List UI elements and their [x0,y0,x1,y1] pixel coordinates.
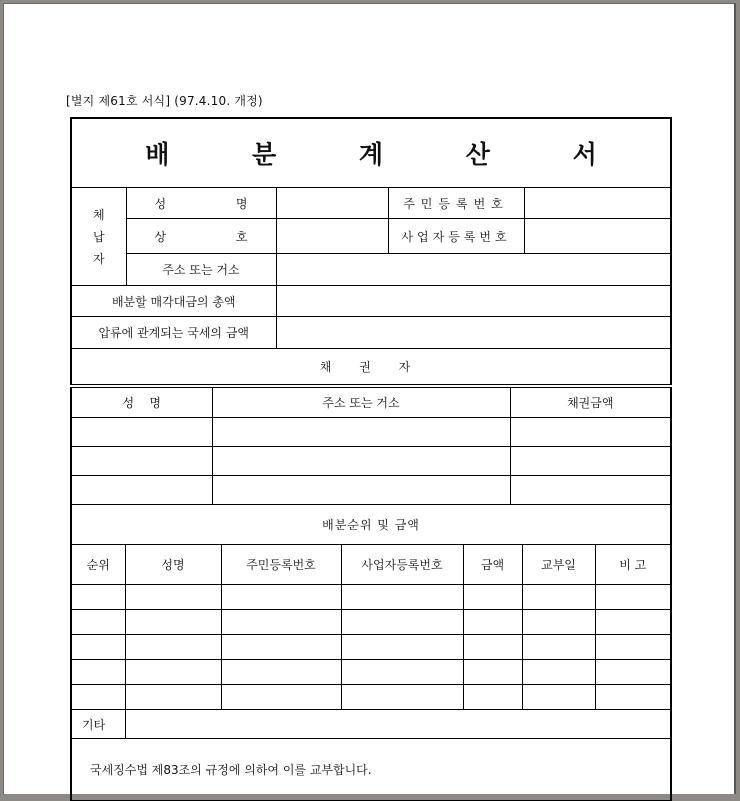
etc-label: 기타 [71,710,125,739]
document-title: 배 분 계 산 서 [71,118,671,188]
rrn-value [524,188,671,219]
trade-name-value [276,219,388,254]
document-page [3,3,734,794]
name-value [276,188,388,219]
address-value [276,254,671,286]
taxpayer-group-label: 체 납 자 [71,188,126,286]
total-sale-amount-label: 배분할 매각대금의 총액 [71,286,276,317]
creditor-table [70,387,672,505]
dist-col-issue-date: 교부일 [522,545,595,585]
dist-col-remarks: 비 고 [595,545,671,585]
brn-value [524,219,671,254]
dist-col-amount: 금액 [463,545,522,585]
trade-name-label: 상 호 [126,219,276,254]
table-row [71,476,671,505]
dist-col-rrn: 주민등록번호 [221,545,341,585]
name-label: 성 명 [126,188,276,219]
etc-value [125,710,671,739]
taxpayer-table [70,117,672,385]
seized-tax-label: 압류에 관계되는 국세의 금액 [71,317,276,349]
creditor-col-name: 성 명 [71,388,212,418]
dist-col-name: 성명 [125,545,221,585]
dist-col-brn: 사업자등록번호 [341,545,463,585]
form-caption: [별지 제61호 서식] (97.4.10. 개정) [66,94,263,108]
rrn-label: 주민등록번호 [388,188,524,219]
creditor-col-address: 주소 또는 거소 [212,388,510,418]
brn-label: 사업자등록번호 [388,219,524,254]
table-row [71,447,671,476]
notice-text: 국세징수법 제83조의 규정에 의하여 이를 교부합니다. [71,739,671,801]
address-label: 주소 또는 거소 [126,254,276,286]
distribution-section-label: 배분순위 및 금액 [71,505,671,545]
creditor-section-label: 채 권 자 [71,349,671,385]
table-row [71,610,671,635]
table-row [71,585,671,610]
table-row [71,660,671,685]
table-row [71,685,671,710]
seized-tax-value [276,317,671,349]
table-row [71,418,671,447]
total-sale-amount-value [276,286,671,317]
table-row [71,635,671,660]
dist-col-rank: 순위 [71,545,125,585]
distribution-table [70,504,672,801]
creditor-col-amount: 채권금액 [510,388,671,418]
